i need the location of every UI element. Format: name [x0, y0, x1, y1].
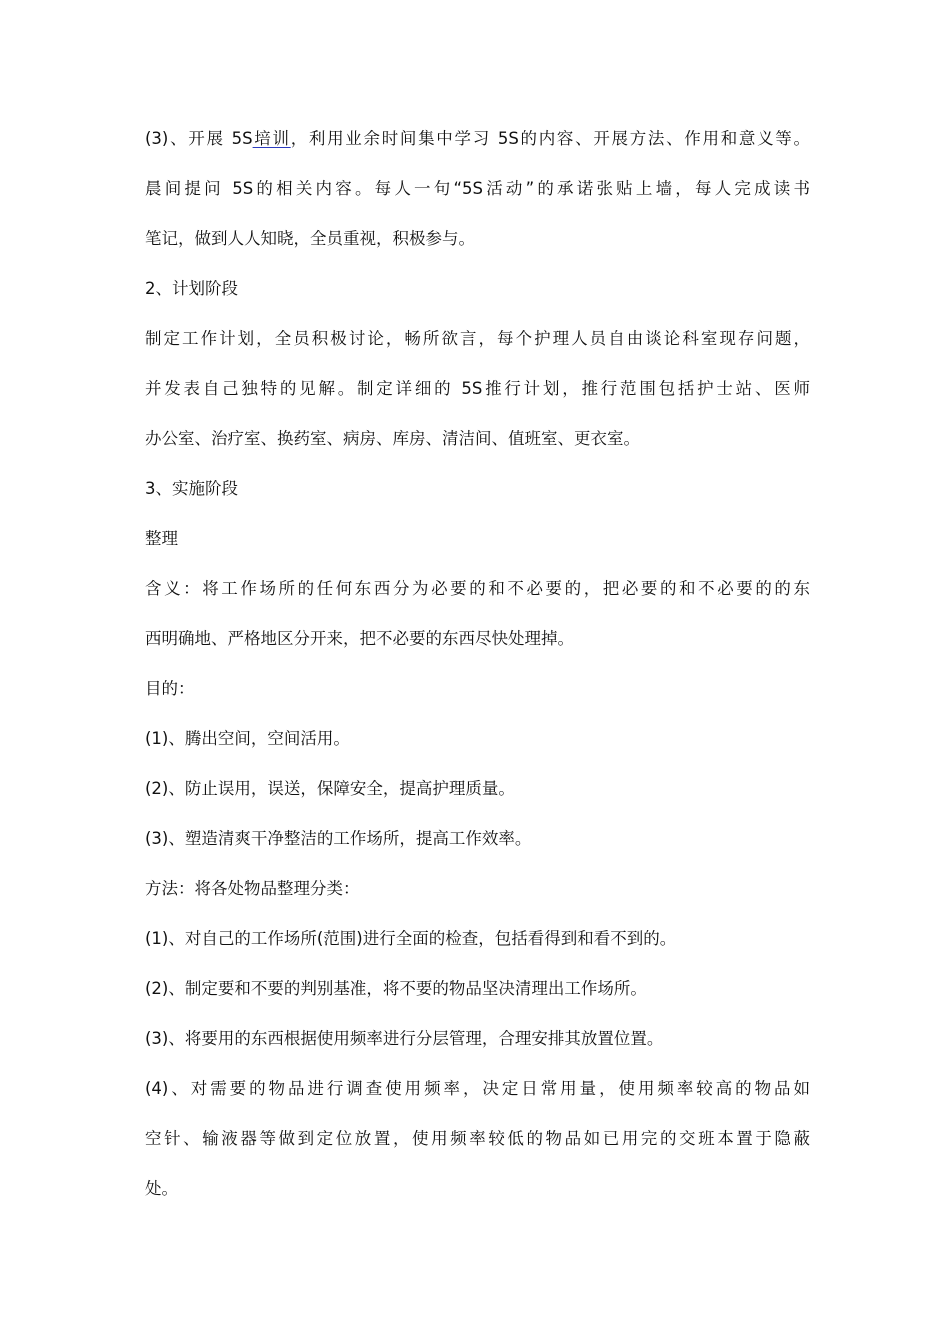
line-text: ，利用业余时间集中学习 5S的内容、开展方法、作用和意义等。 — [290, 129, 811, 148]
list-item: (1)、对自己的工作场所(范围)进行全面的检查，包括看得到和看不到的。 — [145, 929, 677, 948]
list-item-continued: 处。 — [145, 1179, 178, 1198]
paragraph-line: 办公室、治疗室、换药室、病房、库房、清洁间、值班室、更衣室。 — [145, 429, 640, 448]
list-item-continued: 空针、输液器等做到定位放置，使用频率较低的物品如已用完的交班本置于隐蔽 — [145, 1129, 810, 1148]
list-item: (3)、将要用的东西根据使用频率进行分层管理，合理安排其放置位置。 — [145, 1029, 664, 1048]
document-body — [145, 118, 810, 1218]
section-heading-implement: 3、实施阶段 — [145, 479, 238, 498]
paragraph-line: 晨间提问 5S的相关内容。每人一句“5S活动”的承诺张贴上墙，每人完成读书 — [145, 179, 810, 198]
method-heading: 方法：将各处物品整理分类： — [145, 879, 360, 898]
line-text: (3)、开展 5S — [145, 129, 253, 148]
paragraph-line: 制定工作计划，全员积极讨论，畅所欲言，每个护理人员自由谈论科室现存问题， — [145, 329, 810, 348]
training-link[interactable]: 培训 — [252, 129, 291, 148]
list-item: (3)、塑造清爽干净整洁的工作场所，提高工作效率。 — [145, 829, 532, 848]
paragraph-line: 笔记，做到人人知晓，全员重视，积极参与。 — [145, 229, 475, 248]
list-item: (2)、制定要和不要的判别基准，将不要的物品坚决清理出工作场所。 — [145, 979, 647, 998]
list-item: (4)、对需要的物品进行调查使用频率，决定日常用量，使用频率较高的物品如 — [145, 1079, 810, 1098]
paragraph-line-training — [145, 118, 810, 168]
paragraph-line: 并发表自己独特的见解。制定详细的 5S推行计划，推行范围包括护士站、医师 — [145, 379, 810, 398]
section-heading-plan: 2、计划阶段 — [145, 279, 238, 298]
definition-line: 含义：将工作场所的任何东西分为必要的和不必要的，把必要的和不必要的的东 — [145, 579, 810, 598]
list-item: (1)、腾出空间，空间活用。 — [145, 729, 350, 748]
list-item: (2)、防止误用，误送，保障安全，提高护理质量。 — [145, 779, 515, 798]
subheading-sort: 整理 — [145, 529, 178, 548]
purpose-heading: 目的： — [145, 679, 195, 698]
definition-line: 西明确地、严格地区分开来，把不必要的东西尽快处理掉。 — [145, 629, 574, 648]
